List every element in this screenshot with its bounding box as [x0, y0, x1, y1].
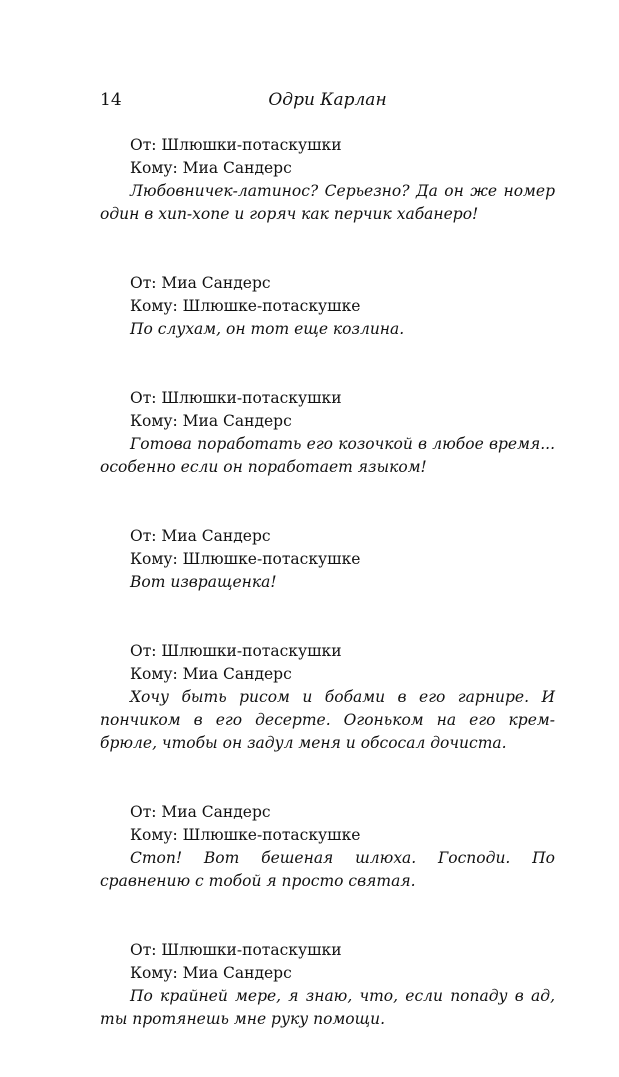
message-block	[100, 525, 555, 594]
message-block	[100, 134, 555, 226]
message-from: От: Миа Сандерс	[130, 527, 271, 545]
page-number: 14	[100, 90, 122, 110]
message-from: От: Шлюшки-потаскушки	[130, 642, 342, 660]
message-text: Стоп! Вот бешеная шлюха. Господи. По сравнению с тобой я просто святая.	[100, 849, 555, 890]
message-text: Вот извращенка!	[130, 573, 277, 591]
message-from: От: Шлюшки-потаскушки	[130, 389, 342, 407]
message-to: Кому: Шлюшке-потаскушке	[130, 826, 361, 844]
message-from: От: Миа Сандерс	[130, 274, 271, 292]
message-text: По крайней мере, я знаю, что, если попаду в ад, ты протянешь мне руку помощи.	[100, 987, 555, 1028]
message-from: От: Миа Сандерс	[130, 803, 271, 821]
message-block	[100, 272, 555, 341]
message-to: Кому: Миа Сандерс	[130, 964, 292, 982]
page-body	[100, 134, 555, 1077]
message-block	[100, 939, 555, 1031]
page-header	[100, 88, 555, 112]
message-to: Кому: Шлюшке-потаскушке	[130, 550, 361, 568]
message-text: Готова поработать его козочкой в любое время... особенно если он поработает языком!	[100, 435, 555, 476]
message-text: Хочу быть рисом и бобами в его гарнире. И пончиком в его десерте. Огоньком на его крем-брюле, чтобы он задул меня и обсосал дочиста.	[100, 688, 555, 752]
message-to: Кому: Миа Сандерс	[130, 159, 292, 177]
message-to: Кому: Миа Сандерс	[130, 665, 292, 683]
running-title: Одри Карлан	[268, 90, 387, 110]
message-to: Кому: Шлюшке-потаскушке	[130, 297, 361, 315]
message-from: От: Шлюшки-потаскушки	[130, 136, 342, 154]
message-text: По слухам, он тот еще козлина.	[130, 320, 405, 338]
message-block	[100, 387, 555, 479]
message-to: Кому: Миа Сандерс	[130, 412, 292, 430]
message-block	[100, 640, 555, 755]
message-from: От: Шлюшки-потаскушки	[130, 941, 342, 959]
message-block	[100, 801, 555, 893]
message-text: Любовничек-латинос? Серьезно? Да он же номер один в хип-хопе и горяч как перчик хабанеро!	[100, 182, 555, 223]
